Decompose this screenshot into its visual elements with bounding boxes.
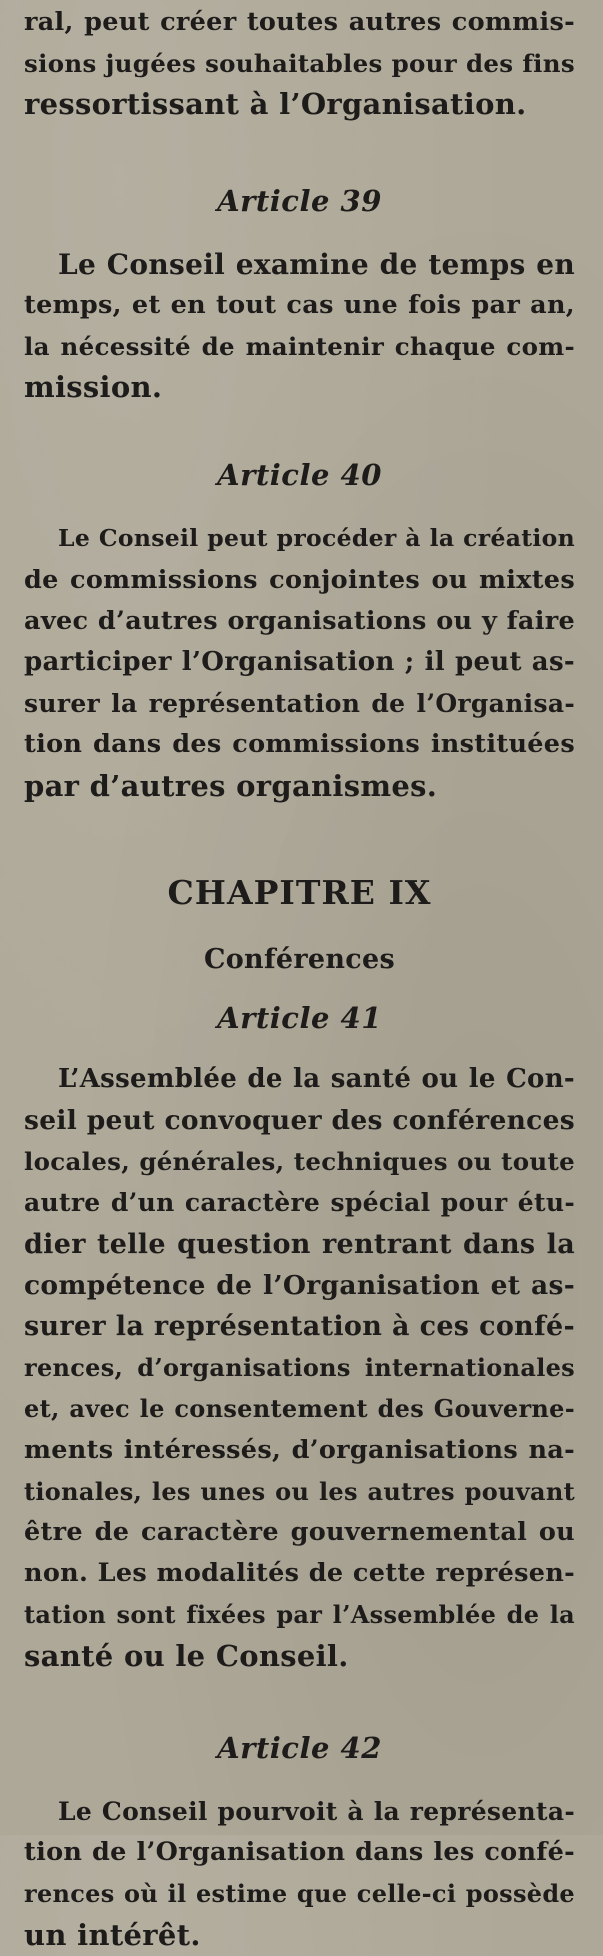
text-line: santé ou le Conseil. (24, 1638, 349, 1673)
paragraph-article-40 (24, 518, 575, 806)
text-line: ments intéressés, d’organisations na- (24, 1434, 575, 1465)
text-line: par d’autres organismes. (24, 768, 438, 803)
text-line: être de caractère gouvernemental ou (24, 1517, 575, 1548)
text-line: et, avec le consentement des Gouverne- (24, 1394, 575, 1424)
text-line: dier telle question rentrant dans la (24, 1228, 575, 1260)
text-line: surer la représentation de l’Organisa- (24, 689, 575, 719)
chapter-heading: CHAPITRE IX (167, 872, 432, 912)
text-line: seil peut convoquer des conférences (24, 1105, 575, 1137)
text-line: ral, peut créer toutes autres commis- (24, 7, 575, 37)
paragraph-article-42 (24, 1791, 575, 1956)
section-subheading: Conférences (203, 943, 396, 975)
text-line: ressortissant à l’Organisation. (24, 87, 527, 122)
text-line: tionales, les unes ou les autres pouvant (24, 1476, 575, 1506)
text-line: temps, et en tout cas une fois par an, (24, 289, 575, 320)
text-line: autre d’un caractère spécial pour étu- (24, 1188, 575, 1218)
text-line: surer la représentation à ces confé- (24, 1311, 575, 1343)
text-line: Le Conseil examine de temps en (58, 247, 575, 281)
text-line: Le Conseil pourvoit à la représenta- (58, 1796, 575, 1826)
article-40-heading: Article 40 (217, 458, 382, 493)
text-line: rences, d’organisations internationales (24, 1353, 575, 1383)
text-line: compétence de l’Organisation et as- (24, 1269, 575, 1301)
paragraph-article-38-end (24, 0, 575, 126)
text-line: participer l’Organisation ; il peut as- (24, 647, 575, 678)
text-line: rences où il estime que celle-ci possède (24, 1879, 575, 1909)
text-line: de commissions conjointes ou mixtes (24, 564, 575, 595)
text-line: L’Assemblée de la santé ou le Con- (58, 1063, 575, 1094)
text-line: sions jugées souhaitables pour des fins (24, 49, 575, 79)
paragraph-article-39 (24, 244, 575, 409)
text-line: la nécessité de maintenir chaque com- (24, 332, 575, 362)
text-line: tion de l’Organisation dans les confé- (24, 1837, 575, 1868)
text-line: tion dans des commissions instituées (24, 729, 575, 760)
text-line: un intérêt. (24, 1917, 201, 1952)
text-line: mission. (24, 370, 163, 405)
article-41-heading: Article 41 (217, 1000, 382, 1035)
text-line: Le Conseil peut procéder à la création (58, 524, 575, 553)
text-line: non. Les modalités de cette représen- (24, 1558, 575, 1589)
paragraph-article-41 (24, 1059, 575, 1677)
article-39-heading: Article 39 (217, 183, 382, 218)
article-42-heading: Article 42 (217, 1730, 382, 1765)
text-line: avec d’autres organisations ou y faire (24, 605, 575, 636)
text-line: tation sont fixées par l’Assemblée de la (24, 1600, 575, 1630)
text-line: locales, générales, techniques ou toute (24, 1147, 575, 1177)
